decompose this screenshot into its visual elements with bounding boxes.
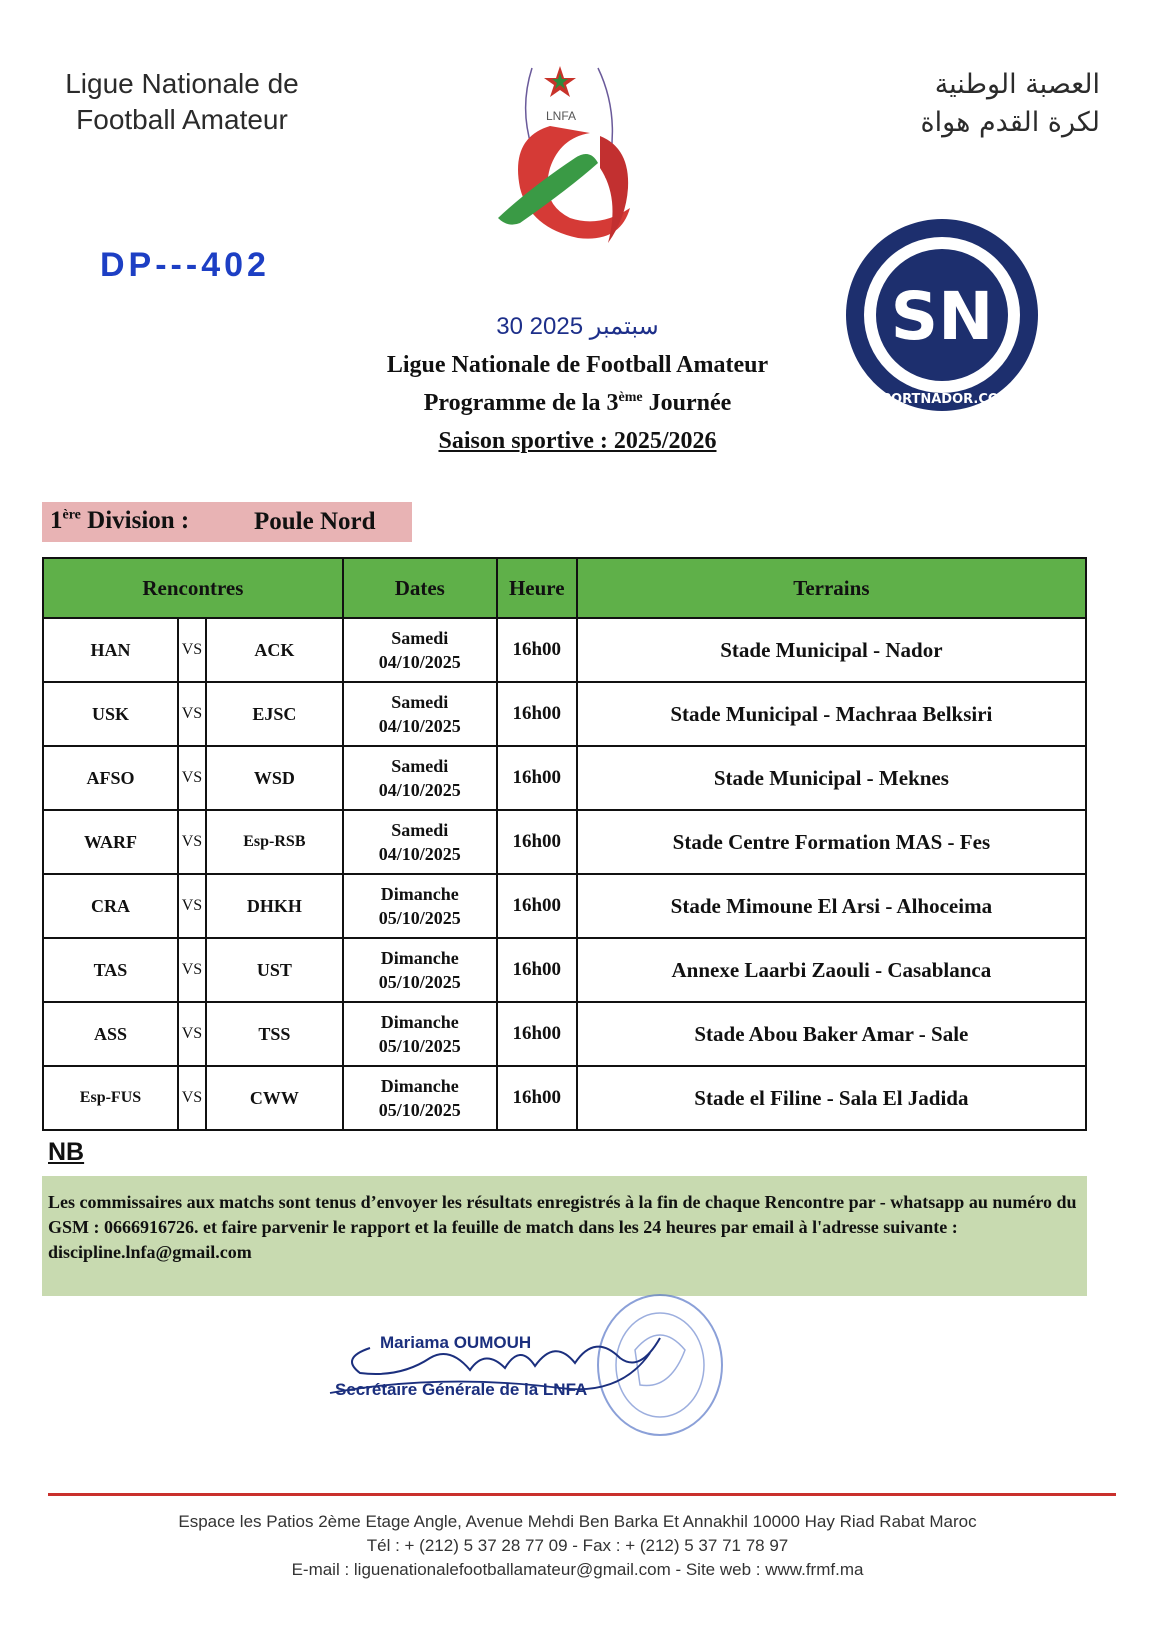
- away-team: ACK: [206, 618, 343, 682]
- signatory-title: Secrétaire Générale de la LNFA: [335, 1380, 588, 1399]
- round-title-prefix: Programme de la 3: [423, 390, 619, 416]
- match-day-date: 04/10/2025: [378, 716, 461, 736]
- home-team: HAN: [43, 618, 178, 682]
- org-name-arabic-line1: العصبة الوطنية: [934, 69, 1100, 100]
- vs-label: VS: [178, 1066, 206, 1130]
- match-date: [343, 874, 497, 938]
- org-name-french: [62, 66, 302, 138]
- document-title: Ligue Nationale de Football Amateur: [386, 352, 769, 378]
- away-team: DHKH: [206, 874, 343, 938]
- note-box: [42, 1176, 1087, 1296]
- match-date: [343, 1002, 497, 1066]
- match-day-date: 05/10/2025: [378, 1036, 461, 1056]
- match-day-date: 05/10/2025: [378, 1100, 461, 1120]
- sportnador-logo-ring: SPORTNADOR.COM: [872, 392, 1012, 407]
- vs-label: VS: [178, 1002, 206, 1066]
- match-venue: Stade Abou Baker Amar - Sale: [577, 1002, 1086, 1066]
- home-team: AFSO: [43, 746, 178, 810]
- match-venue: Stade Municipal - Meknes: [577, 746, 1086, 810]
- home-team: TAS: [43, 938, 178, 1002]
- match-day-date: 04/10/2025: [378, 844, 461, 864]
- match-day-date: 04/10/2025: [378, 652, 461, 672]
- match-day-date: 05/10/2025: [378, 972, 461, 992]
- match-day: Samedi: [391, 628, 449, 648]
- footer-divider: [48, 1493, 1116, 1496]
- match-day: Dimanche: [380, 1076, 459, 1096]
- match-day: Samedi: [391, 692, 449, 712]
- match-time: 16h00: [497, 1002, 577, 1066]
- match-venue: Stade Centre Formation MAS - Fes: [577, 810, 1086, 874]
- match-time: 16h00: [497, 1066, 577, 1130]
- vs-label: VS: [178, 938, 206, 1002]
- match-date: [343, 682, 497, 746]
- match-venue: Stade Municipal - Nador: [577, 618, 1086, 682]
- table-row: [43, 810, 1086, 874]
- match-day: Samedi: [391, 820, 449, 840]
- match-day: Samedi: [391, 756, 449, 776]
- vs-label: VS: [178, 810, 206, 874]
- note-text: Les commissaires aux matchs sont tenus d’envoyer les résultats enregistrés à la fin de chaque Rencontre par - whatsapp au numéro du GSM : 0666916726. et faire parvenir le rapport et la feuille de match dans les 24 heures par email à l'adresse suivante : discipline.lnfa@gmail.com: [48, 1192, 1077, 1262]
- header-dates: Dates: [343, 558, 497, 618]
- match-day-date: 05/10/2025: [378, 908, 461, 928]
- note-label: NB: [48, 1138, 85, 1166]
- match-time: 16h00: [497, 682, 577, 746]
- season-title-text: Saison sportive : 2025/2026: [438, 428, 717, 454]
- header-matches: Rencontres: [43, 558, 343, 618]
- header-venues: Terrains: [577, 558, 1086, 618]
- signatory-name: Mariama OUMOUH: [380, 1333, 532, 1352]
- match-day-date: 04/10/2025: [378, 780, 461, 800]
- table-row: [43, 1002, 1086, 1066]
- table-row: [43, 682, 1086, 746]
- round-title: [0, 390, 1155, 417]
- org-name-arabic-line2: لكرة القدم هواة: [920, 107, 1100, 138]
- match-day: Dimanche: [380, 948, 459, 968]
- table-row: [43, 938, 1086, 1002]
- org-name-french-line2: Football Amateur: [76, 104, 288, 135]
- away-team: Esp-RSB: [206, 810, 343, 874]
- footer-phone: Tél : + (212) 5 37 28 77 09 - Fax : + (212) 5 37 71 78 97: [366, 1536, 789, 1555]
- away-team: TSS: [206, 1002, 343, 1066]
- table-header-row: [43, 558, 1086, 618]
- match-date: [343, 746, 497, 810]
- match-date: [343, 938, 497, 1002]
- round-title-suffix: Journée: [642, 390, 732, 416]
- division-text: Division :: [80, 507, 190, 534]
- away-team: WSD: [206, 746, 343, 810]
- division-number: 1: [50, 507, 63, 534]
- division-group: Poule Nord: [254, 508, 376, 535]
- match-venue: Annexe Laarbi Zaouli - Casablanca: [577, 938, 1086, 1002]
- vs-label: VS: [178, 682, 206, 746]
- away-team: UST: [206, 938, 343, 1002]
- lnfa-logo-text: LNFA: [546, 109, 577, 123]
- fixtures-table: [42, 557, 1087, 1131]
- reference-number: DP---402: [100, 246, 270, 284]
- match-venue: Stade Municipal - Machraa Belksiri: [577, 682, 1086, 746]
- division-label: [50, 507, 189, 535]
- match-date: [343, 618, 497, 682]
- home-team: CRA: [43, 874, 178, 938]
- match-time: 16h00: [497, 810, 577, 874]
- away-team: EJSC: [206, 682, 343, 746]
- match-time: 16h00: [497, 938, 577, 1002]
- match-day: Dimanche: [380, 884, 459, 904]
- table-row: [43, 874, 1086, 938]
- match-time: 16h00: [497, 618, 577, 682]
- vs-label: VS: [178, 746, 206, 810]
- vs-label: VS: [178, 618, 206, 682]
- round-title-sup: ème: [618, 390, 643, 405]
- footer-contact: E-mail : liguenationalefootballamateur@gmail.com - Site web : www.frmf.ma: [291, 1560, 864, 1579]
- season-title: [0, 428, 1155, 455]
- vs-label: VS: [178, 874, 206, 938]
- match-time: 16h00: [497, 874, 577, 938]
- home-team: WARF: [43, 810, 178, 874]
- home-team: Esp-FUS: [43, 1066, 178, 1130]
- match-venue: Stade el Filine - Sala El Jadida: [577, 1066, 1086, 1130]
- division-sup: ère: [62, 507, 81, 523]
- lnfa-logo: [480, 28, 660, 258]
- org-name-arabic: [860, 66, 1100, 142]
- sportnador-logo-text: SN: [890, 278, 994, 355]
- stamp-date: 30 سبتمبر 2025: [496, 313, 659, 340]
- match-date: [343, 1066, 497, 1130]
- match-date: [343, 810, 497, 874]
- footer-address: Espace les Patios 2ème Etage Angle, Avenue Mehdi Ben Barka Et Annakhil 10000 Hay Riad Rabat Maroc: [178, 1512, 977, 1531]
- header-time: Heure: [497, 558, 577, 618]
- home-team: ASS: [43, 1002, 178, 1066]
- table-row: [43, 618, 1086, 682]
- table-row: [43, 1066, 1086, 1130]
- match-time: 16h00: [497, 746, 577, 810]
- away-team: CWW: [206, 1066, 343, 1130]
- table-row: [43, 746, 1086, 810]
- match-venue: Stade Mimoune El Arsi - Alhoceima: [577, 874, 1086, 938]
- division-banner: [42, 502, 412, 542]
- home-team: USK: [43, 682, 178, 746]
- org-name-french-line1: Ligue Nationale de: [65, 68, 299, 99]
- match-day: Dimanche: [380, 1012, 459, 1032]
